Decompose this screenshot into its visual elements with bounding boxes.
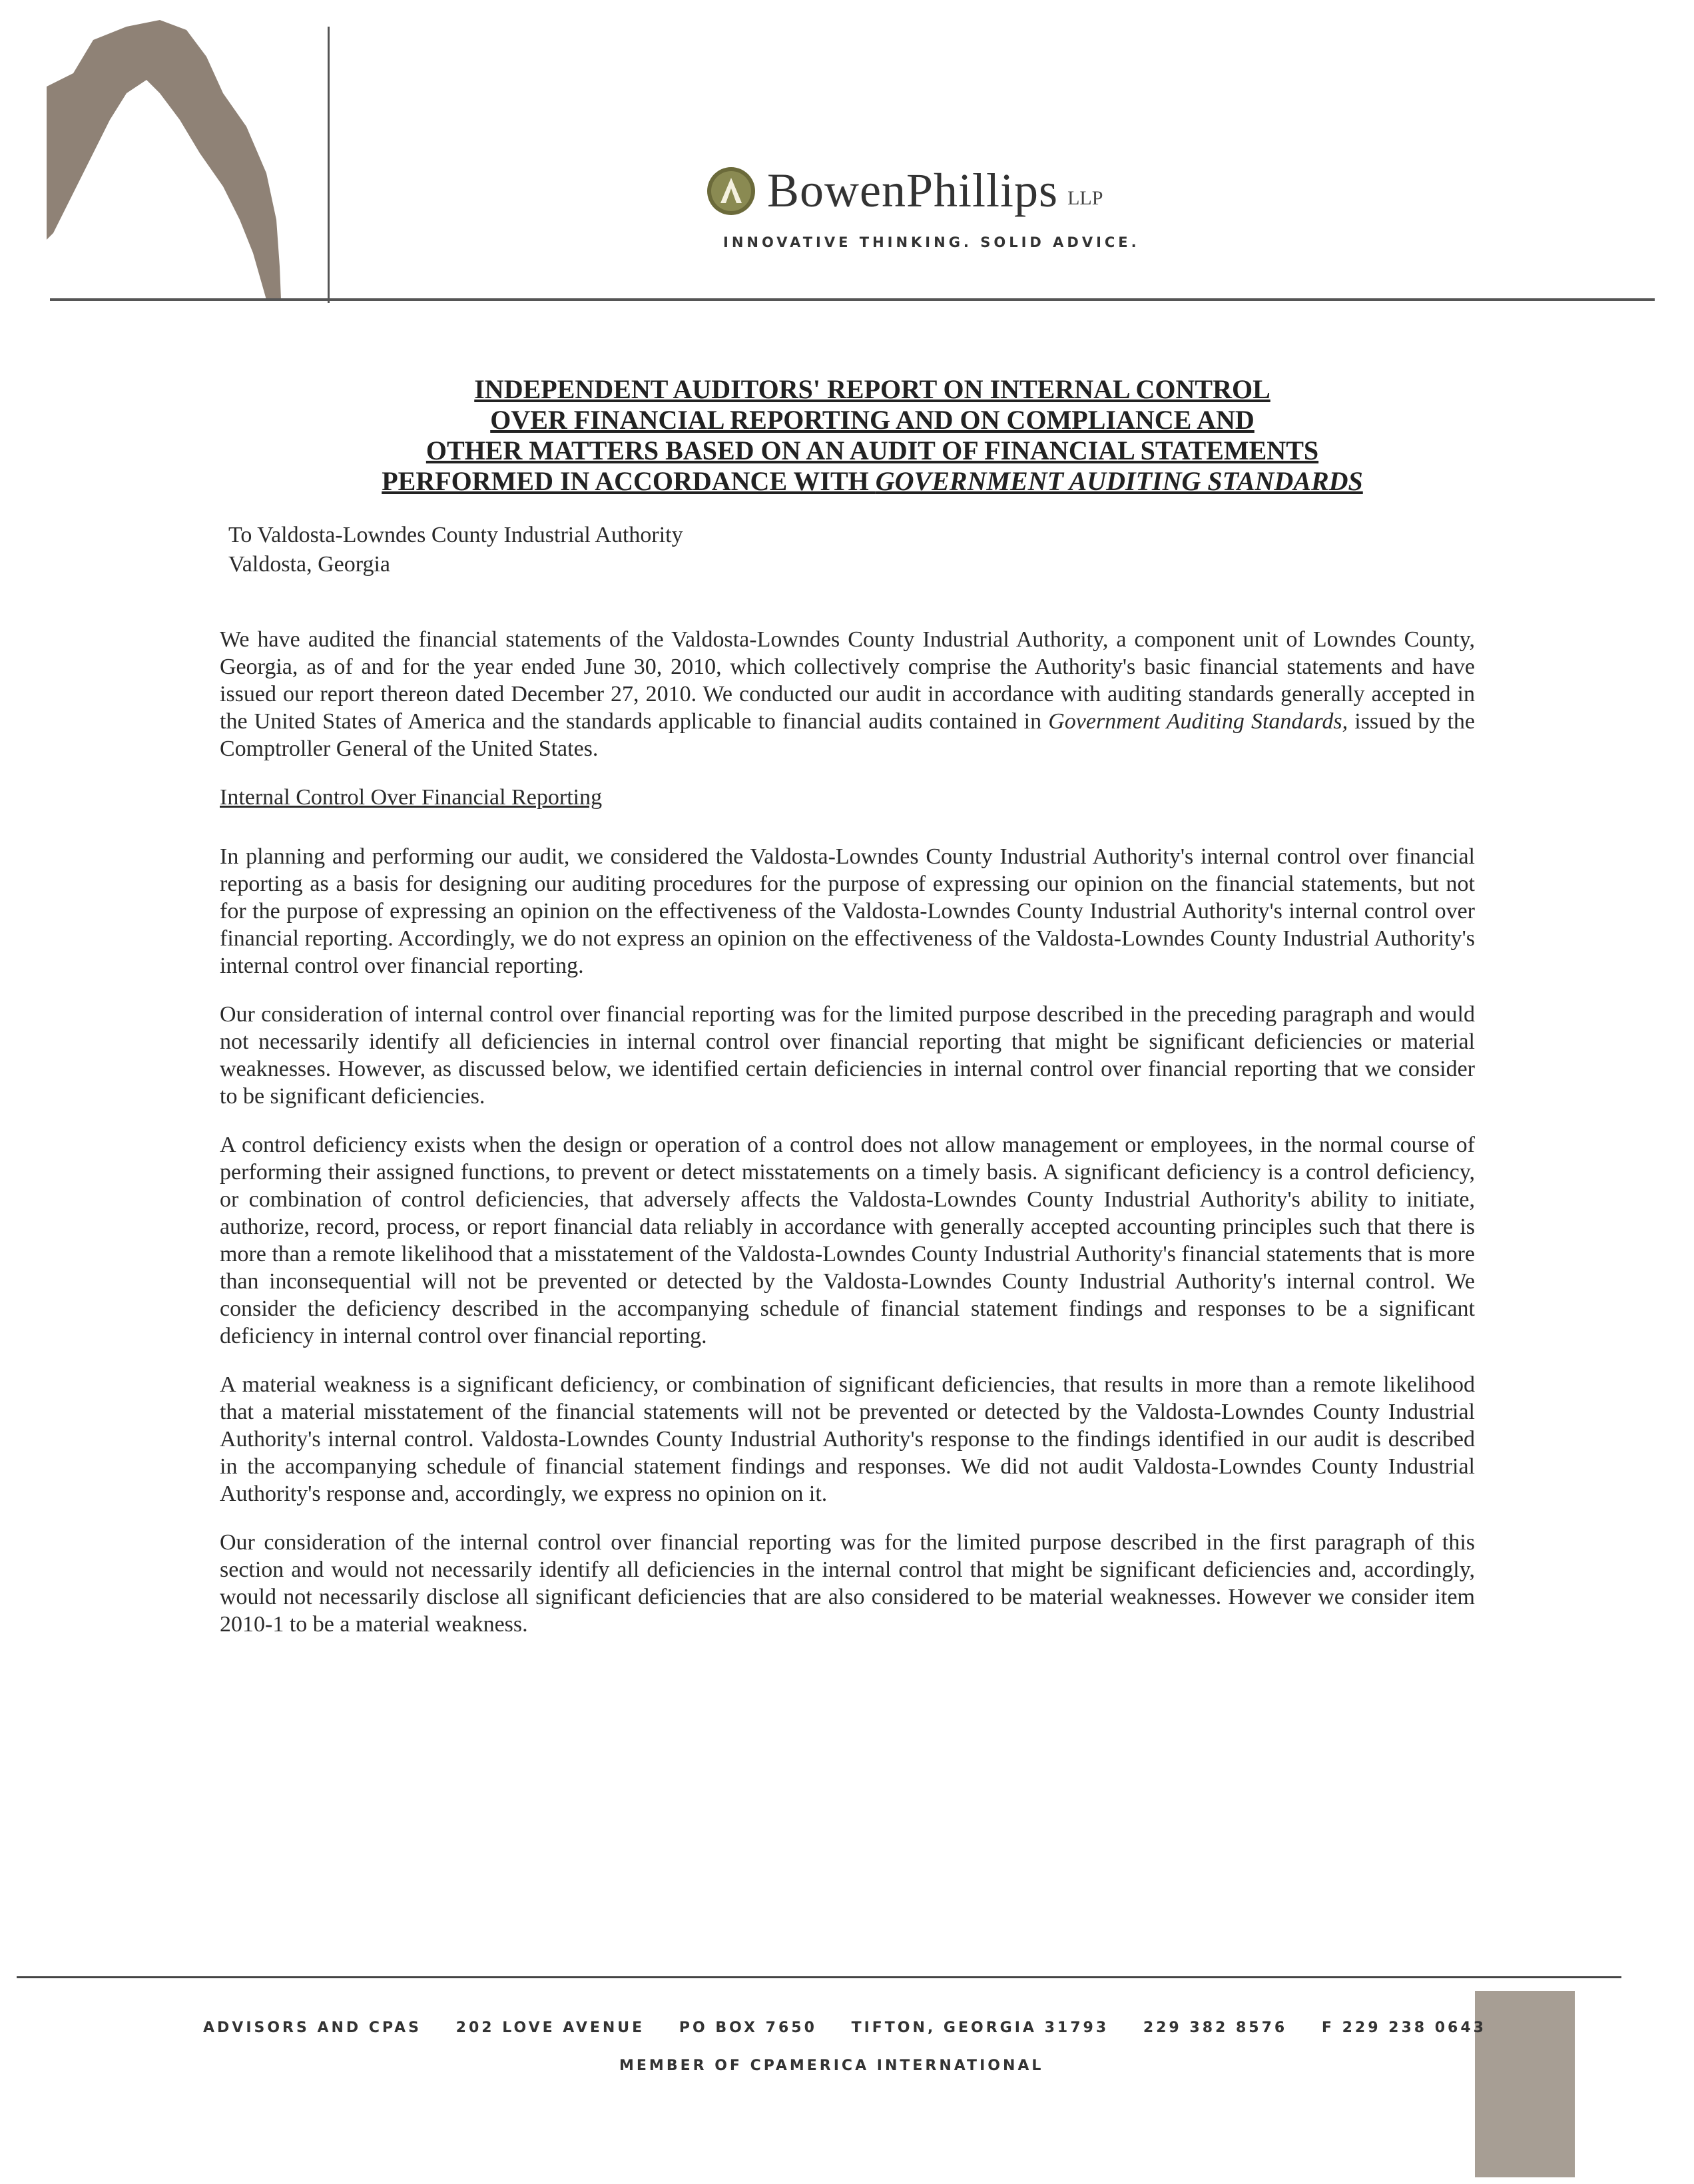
footer-po-box: PO BOX 7650: [679, 2020, 817, 2036]
paragraph-5: A material weakness is a significant deficiency, or combination of significant deficiencies, that results in more than a remote likelihood that a material misstatement of the financial statements will not be prevented or detected by the Valdosta-Lowndes County Industrial Authority's internal control. Valdosta-Lowndes County Industrial Authority's response to the findings identified in our audit is described in the accompanying schedule of financial statement findings and responses. We did not audit Valdosta-Lowndes County Industrial Authority's response and, accordingly, we express no opinion on it.: [220, 1372, 1475, 1506]
report-body: [220, 626, 1475, 1659]
paragraph-1-italic: Government Auditing Standards,: [1048, 709, 1348, 734]
footer-street: 202 LOVE AVENUE: [455, 2020, 645, 2036]
footer-address: [203, 2020, 1486, 2036]
title-line-2: OVER FINANCIAL REPORTING AND ON COMPLIANCE AND: [490, 405, 1255, 435]
header-rule: [50, 298, 1655, 301]
title-line-4: [286, 466, 1458, 497]
paragraph-6: Our consideration of the internal control over financial reporting was for the limited purpose described in the first paragraph of this section and would not necessarily identify all deficiencies in the internal control that might be significant deficiencies and, accordingly, would not necessarily disclose all significant deficiencies that are also considered to be material weaknesses. However we consider item 2010-1 to be a material weakness.: [220, 1530, 1475, 1637]
firm-tagline: INNOVATIVE THINKING. SOLID ADVICE.: [723, 234, 1140, 250]
title-line-4-prefix: PERFORMED IN ACCORDANCE WITH: [382, 466, 876, 496]
firm-suffix: LLP: [1067, 186, 1103, 209]
paragraph-1-text-end: issued by the Comptroller General of the United States.: [220, 709, 1475, 761]
title-line-1: INDEPENDENT AUDITORS' REPORT ON INTERNAL CONTROL: [474, 374, 1270, 404]
footer-city: TIFTON, GEORGIA 31793: [851, 2020, 1109, 2036]
paragraph-3: Our consideration of internal control over financial reporting was for the limited purpose described in the preceding paragraph and would not necessarily identify all deficiencies in internal control over financial reporting that might be significant deficiencies or material weaknesses. However, as discussed below, we identified certain deficiencies in internal control over financial reporting that we consider to be significant deficiencies.: [220, 1002, 1475, 1109]
firm-logo: [706, 163, 1103, 218]
footer-fax: F 229 238 0643: [1321, 2020, 1486, 2036]
footer-rule: [17, 1976, 1621, 1978]
title-line-4-italic: GOVERNMENT AUDITING STANDARDS: [875, 466, 1363, 496]
paragraph-1-text: We have audited the financial statements of the Valdosta-Lowndes County Industrial Authority, a component unit of Lowndes County, Georgia, as of and for the year ended June 30, 2010, which collectively comprise the Authority's basic financial statements and have issued our report thereon dated December 27, 2010. We conducted our audit in accordance with auditing standards generally accepted in the United States of America and the standards applicable to financial audits contained in: [220, 627, 1475, 734]
footer-membership: MEMBER OF CPAMERICA INTERNATIONAL: [619, 2057, 1044, 2074]
paragraph-2: In planning and performing our audit, we considered the Valdosta-Lowndes County Industrial Authority's internal control over financial reporting as a basis for designing our auditing procedures for the purpose of expressing our opinion on the financial statements, but not for the purpose of expressing an opinion on the effectiveness of the Valdosta-Lowndes County Industrial Authority's internal control over financial reporting. Accordingly, we do not express an opinion on the effectiveness of the Valdosta-Lowndes County Industrial Authority's internal control over financial reporting.: [220, 844, 1475, 978]
section-heading: Internal Control Over Financial Reporting: [220, 785, 603, 810]
addressee-line-2: Valdosta, Georgia: [228, 552, 390, 577]
corner-brushstroke-graphic: [47, 20, 326, 300]
addressee: [228, 521, 683, 579]
footer-phone: 229 382 8576: [1143, 2020, 1288, 2036]
footer-color-swatch: [1475, 1991, 1575, 2177]
addressee-line-1: To Valdosta-Lowndes County Industrial Authority: [228, 523, 683, 547]
footer-firm-type: ADVISORS AND CPAS: [203, 2020, 422, 2036]
header-divider-vertical: [328, 27, 330, 303]
paragraph-4: A control deficiency exists when the design or operation of a control does not allow management or employees, in the normal course of performing their assigned functions, to prevent or detect misstatements on a timely basis. A significant deficiency is a control deficiency, or combination of control deficiencies, that adversely affects the Valdosta-Lowndes County Industrial Authority's ability to initiate, authorize, record, process, or report financial data reliably in accordance with generally accepted accounting principles such that there is more than a remote likelihood that a misstatement of the Valdosta-Lowndes County Industrial Authority's financial statements that is more than inconsequential will not be prevented or detected by the Valdosta-Lowndes County Industrial Authority's internal control. We consider the deficiency described in the accompanying schedule of financial statement findings and responses to be a significant deficiency in internal control over financial reporting.: [220, 1133, 1475, 1348]
paragraph-1: [220, 626, 1475, 762]
firm-name: BowenPhillips: [767, 164, 1059, 217]
title-line-3: OTHER MATTERS BASED ON AN AUDIT OF FINANCIAL STATEMENTS: [425, 435, 1319, 465]
logo-mark-icon: [706, 166, 756, 216]
report-title: [286, 374, 1458, 497]
